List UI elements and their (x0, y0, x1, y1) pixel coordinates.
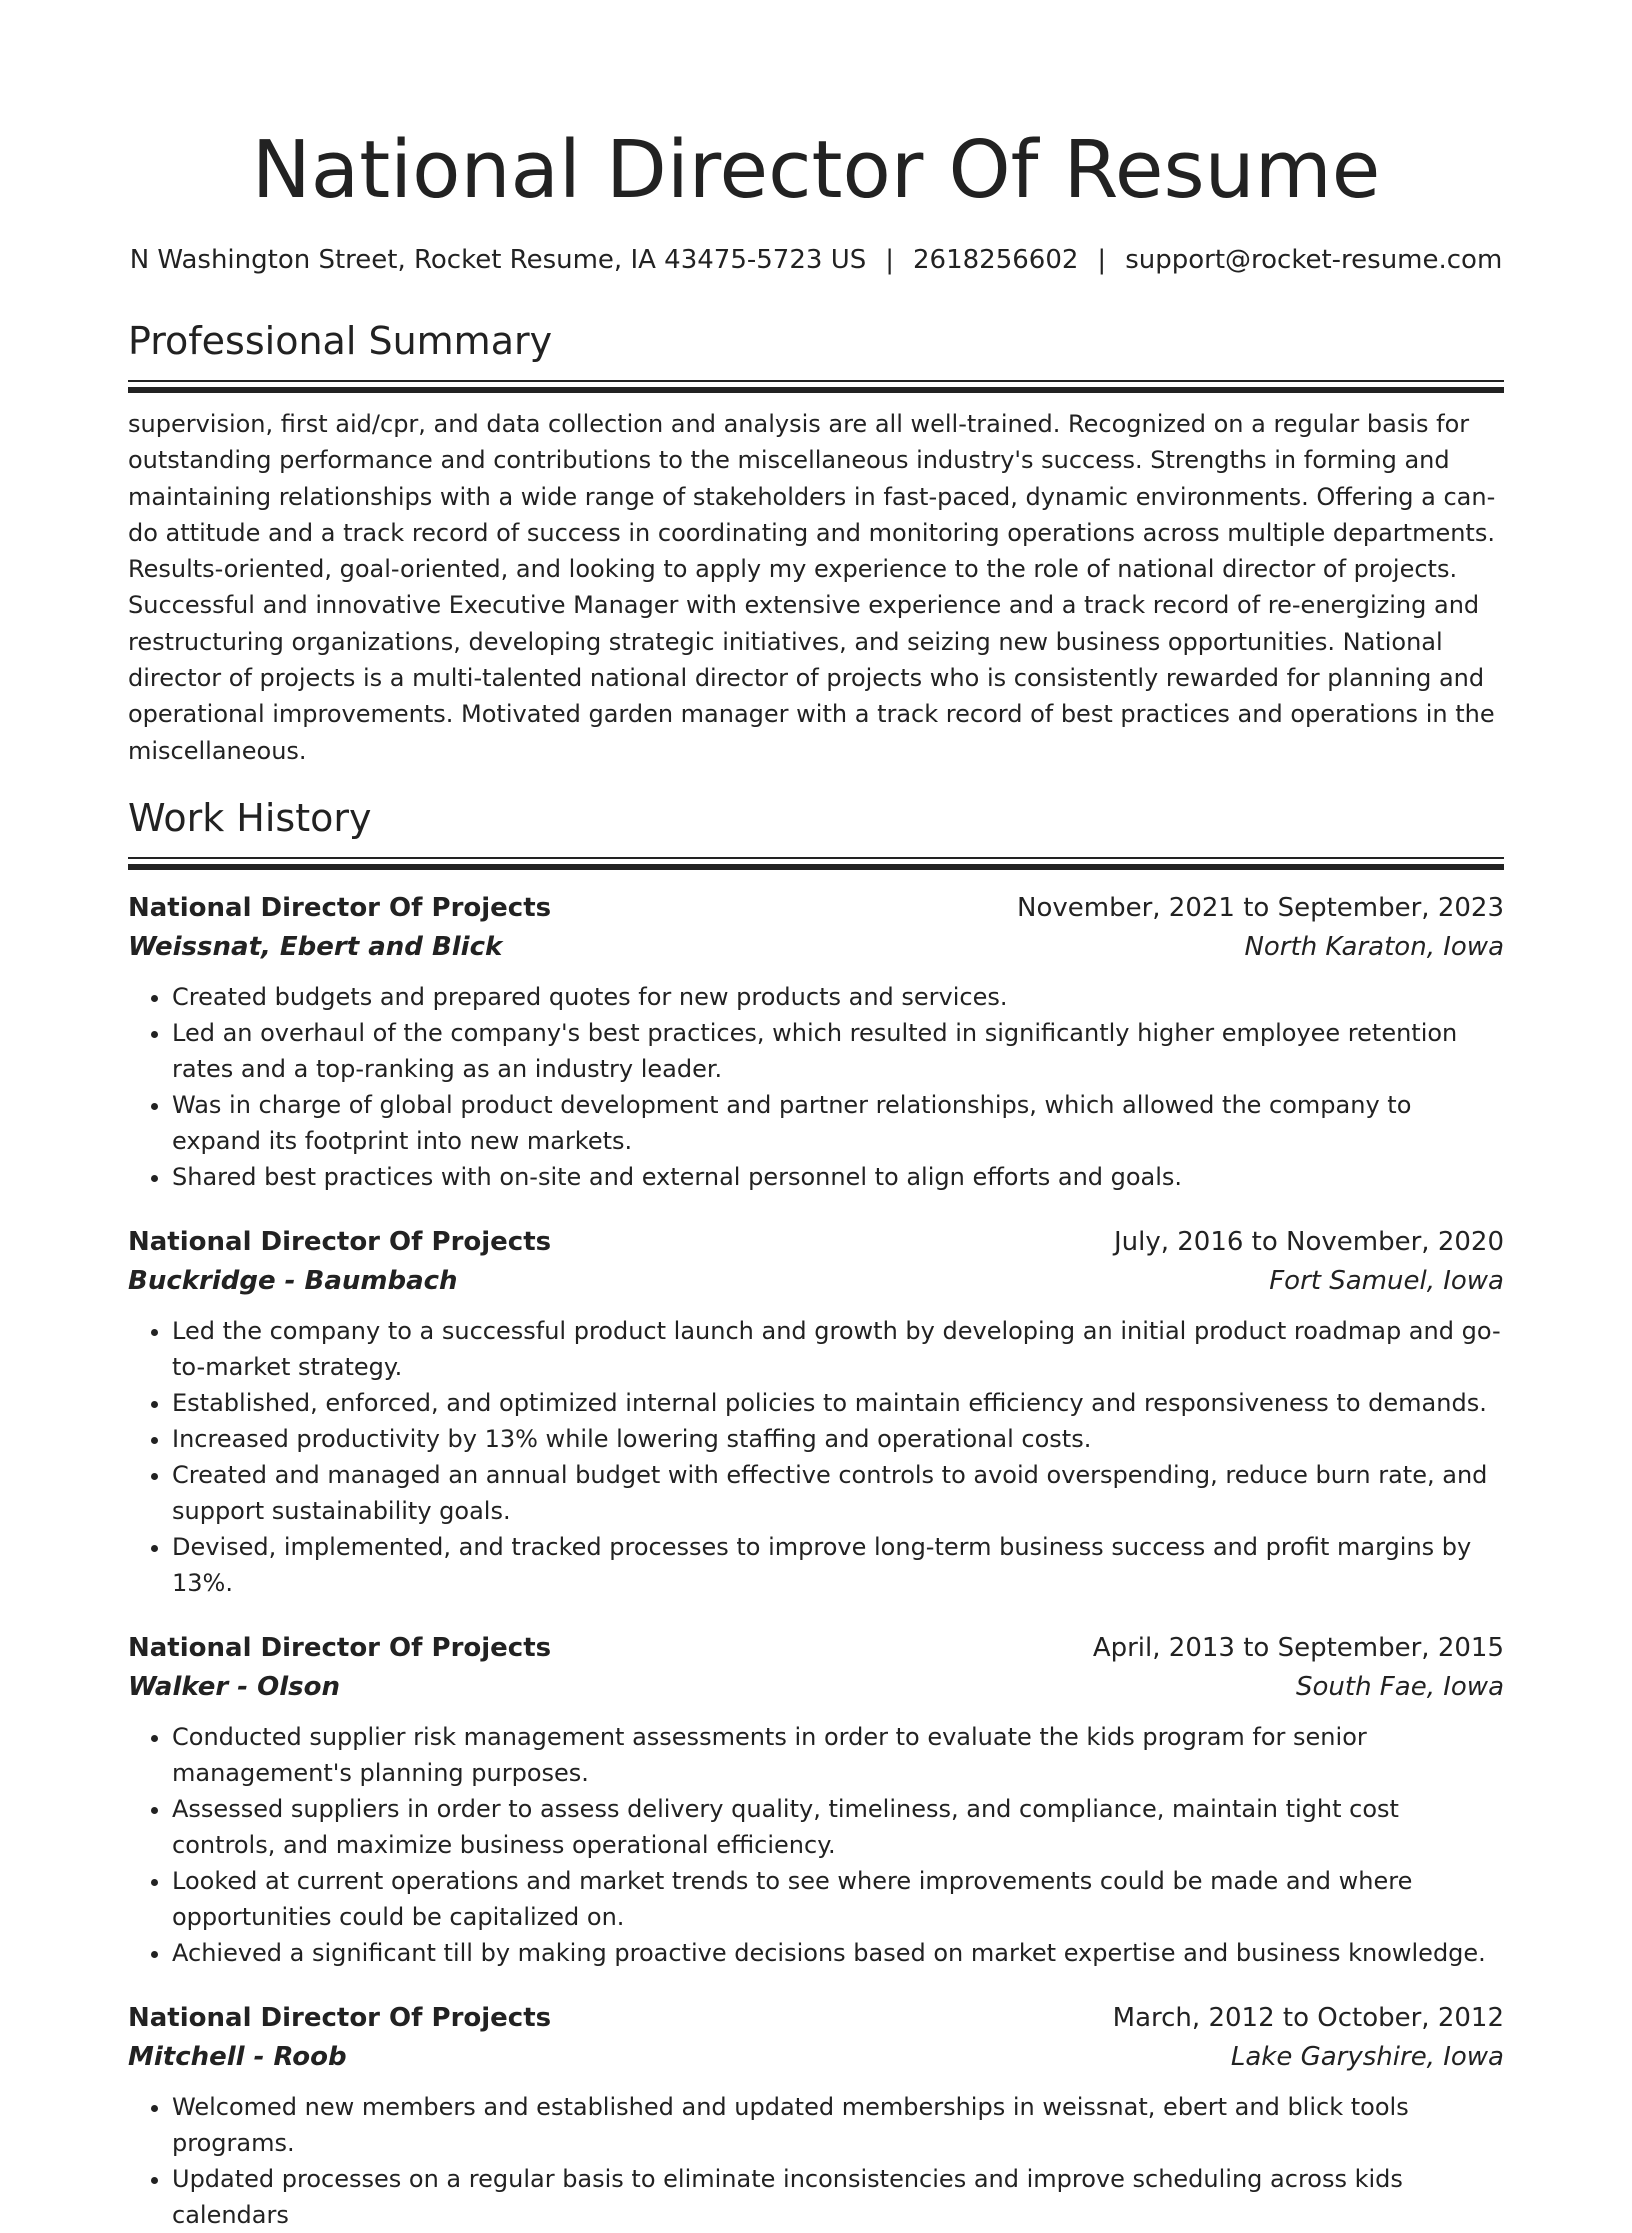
job-company: Mitchell - Roob (128, 2041, 347, 2072)
job-dates: March, 2012 to October, 2012 (1112, 2002, 1504, 2033)
job-bullet: • Created and managed an annual budget with effective controls to avoid overspending, reduce burn rate, and support sustainability goals. (172, 1457, 1504, 1529)
job-company: Walker - Olson (128, 1671, 340, 1702)
work-history-section (128, 793, 1504, 2233)
job-location: South Fae, Iowa (1295, 1671, 1504, 1702)
job-dates: November, 2021 to September, 2023 (1017, 892, 1504, 923)
job-entry (128, 1223, 1504, 1601)
job-bullets (128, 2089, 1504, 2233)
section-title-summary: Professional Summary (128, 319, 553, 363)
job-dates: July, 2016 to November, 2020 (1113, 1226, 1504, 1257)
summary-text: supervision, first aid/cpr, and data collection and analysis are all well-trained. Recognized on a regular basis for outstanding performance and contributions to the miscellaneous industry's success. Strengths in forming and maintaining relationships with a wide range of stakeholders in fast-paced, dynamic environments. Offering a can-do attitude and a track record of success in coordinating and monitoring operations across multiple departments. Results-oriented, goal-oriented, and looking to apply my experience to the role of national director of projects. Successful and innovative Executive Manager with extensive experience and a track record of re-energizing and restructuring organizations, developing strategic initiatives, and seizing new business opportunities. National director of projects is a multi-talented national director of projects who is consistently rewarded for planning and operational improvements. Motivated garden manager with a track record of best practices and operations in the miscellaneous. (128, 410, 1496, 765)
job-location: North Karaton, Iowa (1244, 931, 1504, 962)
contact-email: support@rocket-resume.com (1125, 245, 1503, 275)
job-title: National Director Of Projects (128, 2002, 552, 2033)
job-bullet: • Welcomed new members and established and updated memberships in weissnat, ebert and blick tools programs. (172, 2089, 1504, 2161)
contact-separator: | (885, 245, 894, 275)
job-bullet: • Established, enforced, and optimized internal policies to maintain efficiency and responsiveness to demands. (172, 1385, 1504, 1421)
contact-line (128, 242, 1504, 278)
job-title: National Director Of Projects (128, 1226, 552, 1257)
job-bullet: • Updated processes on a regular basis to eliminate inconsistencies and improve scheduling across kids calendars (172, 2161, 1504, 2233)
job-bullet: • Conducted supplier risk management assessments in order to evaluate the kids program for senior management's planning purposes. (172, 1719, 1504, 1791)
section-divider (128, 380, 1504, 396)
job-bullet: • Assessed suppliers in order to assess delivery quality, timeliness, and compliance, maintain tight cost controls, and maximize business operational efficiency. (172, 1791, 1504, 1863)
job-bullet: • Was in charge of global product development and partner relationships, which allowed the company to expand its footprint into new markets. (172, 1087, 1504, 1159)
job-bullet: • Increased productivity by 13% while lowering staffing and operational costs. (172, 1421, 1504, 1457)
job-bullet: • Created budgets and prepared quotes for new products and services. (172, 979, 1504, 1015)
contact-phone: 2618256602 (913, 245, 1079, 275)
job-bullet: • Led an overhaul of the company's best practices, which resulted in significantly higher employee retention rates and a top-ranking as an industry leader. (172, 1015, 1504, 1087)
job-entry (128, 1999, 1504, 2233)
job-bullet: • Led the company to a successful product launch and growth by developing an initial product roadmap and go-to-market strategy. (172, 1313, 1504, 1385)
professional-summary-section (128, 316, 1504, 769)
candidate-name: National Director Of Resume (251, 124, 1381, 216)
job-title: National Director Of Projects (128, 1632, 552, 1663)
job-bullet: • Looked at current operations and market trends to see where improvements could be made and where opportunities could be capitalized on. (172, 1863, 1504, 1935)
section-divider (128, 857, 1504, 873)
job-bullets (128, 1313, 1504, 1601)
job-location: Fort Samuel, Iowa (1269, 1265, 1504, 1296)
job-bullet: • Devised, implemented, and tracked processes to improve long-term business success and profit margins by 13%. (172, 1529, 1504, 1601)
job-company: Weissnat, Ebert and Blick (128, 931, 503, 962)
job-entry (128, 889, 1504, 1195)
job-bullet: • Achieved a significant till by making proactive decisions based on market expertise and business knowledge. (172, 1935, 1504, 1971)
job-title: National Director Of Projects (128, 892, 552, 923)
job-bullets (128, 1719, 1504, 1971)
job-bullet: • Shared best practices with on-site and external personnel to align efforts and goals. (172, 1159, 1504, 1195)
contact-separator: | (1097, 245, 1107, 275)
job-entry (128, 1629, 1504, 1971)
job-dates: April, 2013 to September, 2015 (1092, 1632, 1504, 1663)
section-title-work-history: Work History (128, 795, 372, 840)
job-company: Buckridge - Baumbach (128, 1265, 458, 1296)
job-location: Lake Garyshire, Iowa (1230, 2041, 1504, 2072)
contact-address: N Washington Street, Rocket Resume, IA 43475-5723 US (129, 245, 867, 275)
job-bullets (128, 979, 1504, 1195)
